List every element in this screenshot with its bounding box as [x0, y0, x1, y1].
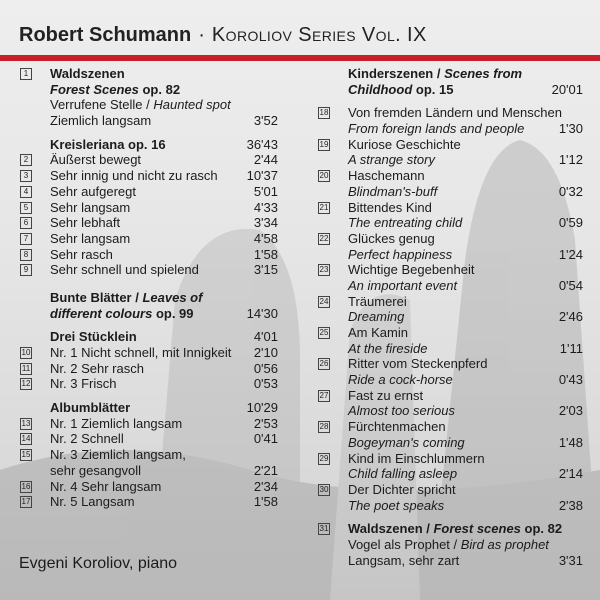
title-segment: Nr. 3 Frisch: [50, 376, 117, 392]
title-segment: Träumerei: [348, 293, 407, 309]
title-segment: op. 15: [412, 81, 454, 97]
track-number-badge: 9: [20, 264, 32, 276]
track-line: [20, 345, 278, 361]
track-line: [20, 329, 278, 345]
track-number-badge: 14: [21, 434, 31, 444]
track-title: [50, 200, 130, 216]
track-line: [20, 152, 278, 168]
track-duration: 2'10: [253, 345, 278, 360]
spacer: [20, 321, 278, 329]
track-line: [318, 451, 583, 467]
track-line: [20, 200, 278, 216]
track-line: [318, 247, 583, 263]
title-segment: Glückes genug: [348, 230, 435, 246]
track-line: [20, 463, 278, 479]
title-segment: An important event: [348, 277, 458, 293]
track-title: [50, 306, 194, 322]
title-segment: op. 99: [152, 305, 194, 321]
title-segment: Nr. 5 Langsam: [50, 494, 135, 510]
title-segment: Perfect happiness: [348, 246, 453, 262]
track-number-badge: 28: [319, 422, 329, 432]
track-line: [318, 388, 583, 404]
track-title: [348, 356, 487, 372]
title-segment: Fast zu ernst: [348, 387, 424, 403]
track-line: [318, 231, 583, 247]
track-line: [20, 376, 278, 392]
track-duration: 0'59: [558, 215, 583, 231]
track-title: [50, 168, 218, 184]
left-column: [20, 66, 278, 510]
track-line: [20, 66, 278, 82]
track-number-badge: 2: [20, 154, 32, 166]
title-segment: Fürchtenmachen: [348, 419, 446, 435]
track-title: [50, 361, 144, 377]
composer-name: Robert Schumann: [19, 24, 192, 46]
track-title: [348, 66, 522, 82]
track-line: [20, 168, 278, 184]
track-duration: 2'46: [558, 309, 583, 325]
spacer: [20, 278, 278, 290]
track-title: [348, 498, 444, 514]
spacer: [318, 97, 583, 105]
track-duration: 0'43: [558, 372, 583, 388]
track-number-badge: 22: [319, 233, 329, 243]
track-line: [20, 113, 278, 129]
track-line: [20, 215, 278, 231]
track-duration: 0'56: [253, 360, 278, 376]
title-segment: Bittendes Kind: [348, 199, 432, 215]
track-line: [318, 262, 583, 278]
track-number-badge: 27: [319, 390, 329, 400]
title-segment: Nr. 2 Schnell: [50, 431, 124, 447]
track-duration: 14'30: [246, 305, 278, 321]
track-title: [348, 553, 459, 569]
track-duration: 0'54: [558, 277, 583, 293]
title-segment: Von fremden Ländern und Menschen: [348, 105, 562, 121]
track-duration: 5'01: [253, 183, 278, 199]
track-duration: 0'53: [253, 376, 278, 392]
title-segment: Sehr langsam: [50, 230, 131, 246]
track-title: [348, 521, 562, 537]
track-line: [20, 97, 278, 113]
track-line: [318, 403, 583, 419]
title-segment: The entreating child: [348, 215, 463, 231]
track-title: [50, 184, 136, 200]
track-line: [20, 137, 278, 153]
track-number-badge: 10: [21, 348, 31, 357]
track-number-badge: 6: [20, 217, 32, 229]
title-segment: Sehr lebhaft: [50, 215, 121, 231]
track-number-badge: 17: [21, 497, 31, 507]
red-rule: [0, 55, 600, 61]
track-duration: 2'14: [558, 466, 583, 482]
track-line: [318, 184, 583, 200]
title-segment: Haschemann: [348, 168, 425, 184]
track-line: [318, 521, 583, 537]
title-segment: sehr gesangvoll: [50, 462, 142, 478]
title-segment: different colours: [50, 305, 153, 321]
track-duration: 4'58: [253, 230, 278, 246]
track-line: [318, 200, 583, 216]
track-duration: 10'37: [246, 168, 278, 184]
track-title: [348, 435, 465, 451]
track-title: [50, 290, 202, 306]
right-column: [318, 66, 583, 568]
track-title: [50, 66, 125, 82]
track-line: [20, 431, 278, 447]
track-title: [50, 479, 161, 495]
series-title: Koroliov Series Vol. IX: [211, 24, 427, 46]
title-segment: Scenes from: [444, 66, 523, 81]
track-line: [20, 262, 278, 278]
track-number-badge: 5: [20, 202, 32, 214]
track-duration: 1'58: [253, 246, 278, 262]
track-line: [318, 325, 583, 341]
track-title: [348, 341, 428, 357]
title-segment: Der Dichter spricht: [348, 481, 456, 497]
title-segment: Wichtige Begebenheit: [348, 262, 475, 278]
track-duration: 2'38: [558, 497, 583, 513]
title-segment: Verrufene Stelle /: [50, 97, 154, 113]
track-title: [50, 463, 141, 479]
track-line: [318, 482, 583, 498]
track-title: [348, 231, 435, 247]
track-number-badge: 7: [20, 233, 32, 245]
track-title: [348, 537, 549, 553]
track-line: [20, 447, 278, 463]
track-line: [318, 82, 583, 98]
track-line: [20, 361, 278, 377]
track-title: [348, 82, 453, 98]
title-segment: Albumblätter: [50, 400, 131, 416]
track-title: [348, 403, 455, 419]
track-line: [318, 537, 583, 553]
track-title: [50, 400, 130, 416]
track-title: [348, 309, 404, 325]
title-segment: Drei Stücklein: [50, 329, 137, 345]
title-segment: Leaves of: [142, 289, 203, 305]
title-segment: Blindman's-buff: [348, 183, 438, 199]
track-title: [348, 137, 461, 153]
track-title: [348, 262, 474, 278]
track-duration: 1'30: [558, 121, 583, 137]
title-segment: Waldszenen: [50, 66, 125, 81]
title-segment: Almost too serious: [348, 403, 455, 419]
track-duration: 2'03: [558, 403, 583, 419]
title-segment: Dreaming: [348, 309, 405, 325]
track-title: [50, 494, 135, 510]
track-duration: 1'11: [559, 340, 583, 356]
track-number-badge: 8: [20, 249, 32, 261]
track-line: [20, 290, 278, 306]
title-segment: Nr. 1 Ziemlich langsam: [50, 415, 183, 431]
title-segment: Bogeyman's coming: [348, 434, 465, 450]
title-segment: op. 82: [520, 521, 563, 537]
track-duration: 20'01: [551, 81, 583, 97]
track-line: [20, 400, 278, 416]
track-number-badge: 25: [319, 328, 329, 337]
title-segment: Vogel als Prophet /: [348, 536, 461, 552]
title-segment: Sehr innig und nicht zu rasch: [50, 168, 218, 184]
header-separator: ·: [198, 24, 205, 46]
track-number-badge: 31: [319, 524, 329, 534]
track-number-badge: 4: [20, 186, 32, 198]
title-segment: Forest Scenes: [50, 81, 139, 97]
title-segment: From foreign lands and people: [348, 121, 525, 137]
track-title: [50, 345, 231, 361]
title-segment: Waldszenen /: [348, 521, 434, 537]
track-title: [50, 215, 120, 231]
track-title: [348, 215, 462, 231]
title-segment: Sehr langsam: [50, 199, 131, 215]
track-number-badge: 11: [21, 363, 31, 373]
title-segment: Nr. 4 Sehr langsam: [50, 478, 162, 494]
track-title: [50, 152, 141, 168]
track-title: [50, 447, 186, 463]
track-line: [20, 494, 278, 510]
track-line: [318, 356, 583, 372]
track-line: [318, 152, 583, 168]
track-duration: 1'48: [558, 434, 583, 450]
title-segment: At the fireside: [348, 340, 428, 356]
track-line: [318, 294, 583, 310]
track-duration: 3'34: [253, 215, 278, 231]
track-number-badge: 19: [319, 139, 329, 149]
title-segment: Haunted spot: [153, 97, 231, 113]
title-segment: Kinderszenen /: [348, 66, 445, 81]
track-duration: 3'31: [558, 552, 583, 568]
title-segment: Ride a cock-horse: [348, 372, 453, 388]
track-number-badge: 23: [319, 265, 329, 275]
track-number-badge: 26: [319, 359, 329, 369]
track-title: [50, 247, 113, 263]
track-duration: 0'41: [253, 431, 278, 447]
track-line: [318, 309, 583, 325]
title-segment: Bird as prophet: [460, 536, 549, 552]
track-title: [348, 168, 425, 184]
track-number-badge: 21: [319, 202, 329, 212]
track-line: [20, 82, 278, 98]
track-number-badge: 24: [319, 296, 329, 306]
title-segment: Nr. 2 Sehr rasch: [50, 360, 144, 376]
title-segment: Sehr schnell und spielend: [50, 262, 199, 278]
track-title: [348, 325, 408, 341]
track-number-badge: 20: [319, 171, 329, 181]
title-segment: op. 82: [138, 81, 181, 97]
track-line: [318, 341, 583, 357]
track-number-badge: 13: [21, 418, 31, 428]
title-segment: Äußerst bewegt: [50, 152, 142, 168]
track-title: [50, 416, 182, 432]
track-duration: 3'52: [253, 113, 278, 129]
track-title: [348, 200, 432, 216]
track-title: [348, 294, 407, 310]
track-number-badge: 30: [319, 484, 329, 494]
title-segment: Kreisleriana op. 16: [50, 136, 166, 152]
title-segment: Sehr rasch: [50, 246, 113, 262]
track-duration: 2'21: [253, 462, 278, 478]
track-duration: 3'15: [253, 262, 278, 278]
track-title: [348, 482, 456, 498]
title-segment: Sehr aufgeregt: [50, 183, 137, 199]
track-line: [318, 553, 583, 569]
track-line: [20, 306, 278, 322]
track-title: [50, 113, 151, 129]
track-title: [348, 466, 457, 482]
track-title: [348, 451, 485, 467]
track-duration: 4'01: [253, 329, 278, 345]
title-segment: Nr. 1 Nicht schnell, mit Innigkeit: [50, 345, 232, 360]
track-number-badge: 18: [319, 108, 329, 118]
title-segment: The poet speaks: [348, 497, 445, 513]
track-title: [50, 329, 137, 345]
track-number-badge: 29: [319, 453, 329, 463]
track-title: [348, 278, 457, 294]
spacer: [20, 129, 278, 137]
title-segment: Kind im Einschlummern: [348, 450, 485, 466]
title-segment: Ritter vom Steckenpferd: [348, 356, 488, 372]
performer: Evgeni Koroliov, piano: [19, 555, 178, 572]
track-title: [348, 184, 437, 200]
track-line: [20, 479, 278, 495]
title-segment: A strange story: [348, 152, 435, 168]
track-duration: 0'32: [558, 183, 583, 199]
track-line: [318, 137, 583, 153]
track-title: [50, 137, 166, 153]
track-duration: 2'34: [253, 478, 278, 494]
track-title: [348, 372, 453, 388]
track-line: [20, 247, 278, 263]
track-title: [348, 105, 562, 121]
track-line: [318, 121, 583, 137]
track-number-badge: 1: [20, 68, 32, 80]
track-duration: 1'24: [558, 246, 583, 262]
track-number-badge: 16: [21, 481, 31, 491]
track-title: [50, 231, 130, 247]
track-number-badge: 15: [21, 450, 31, 460]
title-segment: Kuriose Geschichte: [348, 136, 461, 152]
track-title: [50, 97, 231, 113]
track-title: [348, 152, 435, 168]
track-title: [50, 376, 116, 392]
track-title: [348, 121, 524, 137]
track-title: [50, 82, 180, 98]
spacer: [318, 513, 583, 521]
track-title: [348, 247, 452, 263]
track-line: [20, 184, 278, 200]
track-line: [20, 416, 278, 432]
title-segment: Forest scenes: [433, 521, 521, 537]
track-line: [20, 231, 278, 247]
title-segment: Childhood: [348, 81, 413, 97]
track-duration: 10'29: [246, 400, 278, 416]
track-line: [318, 278, 583, 294]
track-number-badge: 3: [20, 170, 32, 182]
track-title: [348, 419, 446, 435]
track-duration: 36'43: [246, 136, 278, 152]
track-line: [318, 168, 583, 184]
title-segment: Bunte Blätter /: [50, 289, 143, 305]
track-line: [318, 419, 583, 435]
track-title: [50, 431, 124, 447]
track-number-badge: 12: [21, 379, 31, 389]
track-duration: 4'33: [253, 199, 278, 215]
track-line: [318, 215, 583, 231]
title-segment: Nr. 3 Ziemlich langsam,: [50, 447, 186, 463]
track-duration: 2'53: [253, 415, 278, 431]
title-segment: Langsam, sehr zart: [348, 552, 460, 568]
spacer: [20, 392, 278, 400]
title-segment: Ziemlich langsam: [50, 113, 152, 129]
track-line: [318, 498, 583, 514]
track-duration: 1'12: [558, 152, 583, 168]
track-line: [318, 372, 583, 388]
track-title: [348, 388, 423, 404]
track-duration: 1'58: [253, 494, 278, 510]
track-line: [318, 466, 583, 482]
track-line: [318, 435, 583, 451]
track-line: [318, 105, 583, 121]
page-header: [19, 22, 427, 48]
track-title: [50, 262, 199, 278]
track-line: [318, 66, 583, 82]
track-duration: 2'44: [253, 152, 278, 168]
title-segment: Am Kamin: [348, 325, 408, 340]
title-segment: Child falling asleep: [348, 466, 458, 482]
